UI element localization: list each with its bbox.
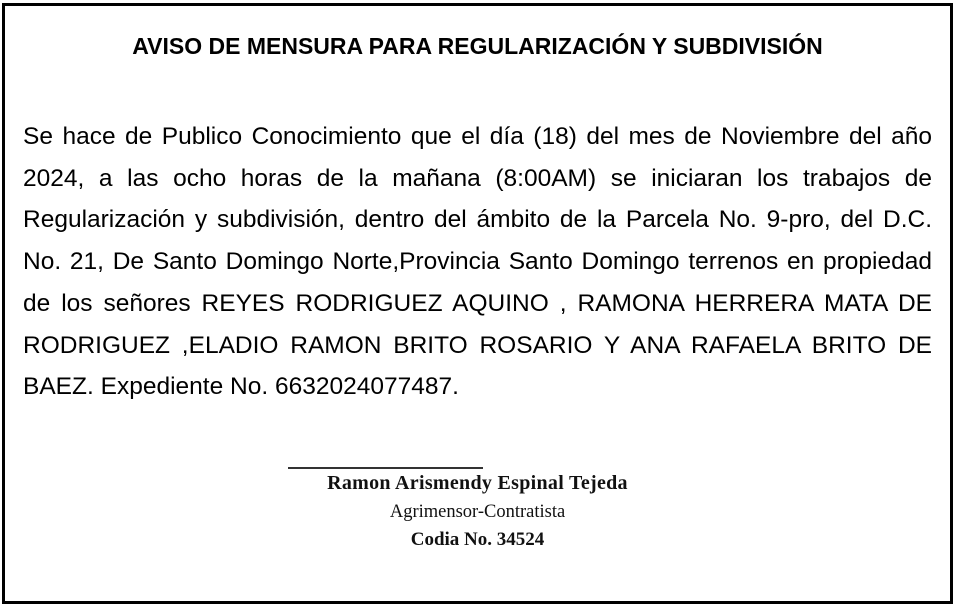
signature-name: Ramon Arismendy Espinal Tejeda (327, 472, 628, 494)
notice-frame (2, 3, 953, 604)
signature-codia: Codia No. 34524 (410, 529, 545, 550)
signature-block (5, 468, 950, 554)
signature-role: Agrimensor-Contratista (389, 502, 566, 522)
notice-title: AVISO DE MENSURA PARA REGULARIZACIÓN Y SUBDIVISIÓN (132, 33, 823, 59)
notice-body: Se hace de Publico Conocimiento que el día (18) del mes de Noviembre del año 2024, a las ocho horas de la mañana (8:00AM) se iniciaran los trabajos de Regularización y subdivisión, dentro del ámbito de la Parcela No. 9-pro, del D.C. No. 21, De Santo Domingo Norte,Provincia Santo Domingo terrenos en propiedad de los señores REYES RODRIGUEZ AQUINO , RAMONA HERRERA MATA DE RODRIGUEZ ,ELADIO RAMON BRITO ROSARIO Y ANA RAFAELA BRITO DE BAEZ. Expediente No. 6632024077487. (23, 123, 932, 401)
